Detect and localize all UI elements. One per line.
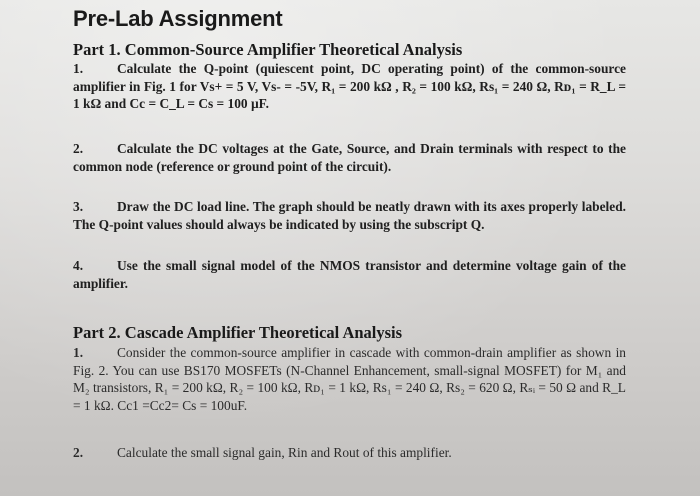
item-text: Consider the common-source amplifier in cascade with common-drain amplifier as shown in Fig. 2. You can use BS170 MOSFETs (N-Channel Enhancement, small-signal MOSFET) for M₁ and M₂ transistors, R₁ = 200 kΩ, R₂ = 100 kΩ, Rᴅ₁ = 1 kΩ, Rs₁ = 240 Ω, Rs₂ = 620 Ω, Rₛᵢ = 50 Ω and R_L = 1 kΩ. Cc1 =Cc2= Cs = 100uF. (73, 345, 626, 413)
part1-item-3 (73, 198, 626, 233)
item-number: 1. (73, 61, 84, 76)
part1-item-4 (73, 257, 626, 292)
part2-item-1 (73, 344, 626, 414)
part1-heading: Part 1. Common-Source Amplifier Theoretical Analysis (73, 40, 463, 59)
item-number: 2. (73, 445, 84, 460)
part2-item-2 (73, 444, 626, 462)
part2-heading: Part 2. Cascade Amplifier Theoretical Analysis (73, 323, 403, 342)
item-number: 4. (73, 258, 84, 273)
page-title: Pre-Lab Assignment (73, 6, 283, 31)
item-number: 3. (73, 199, 84, 214)
item-text: Calculate the Q-point (quiescent point, DC operating point) of the common-source amplifier in Fig. 1 for Vs+ = 5 V, Vs- = -5V, R₁ = 200 kΩ , R₂ = 100 kΩ, Rs₁ = 240 Ω, Rᴅ₁ = R_L = 1 kΩ and Cc = C_L = Cs = 100 µF. (73, 61, 626, 111)
item-text: Calculate the small signal gain, Rin and Rout of this amplifier. (117, 445, 452, 460)
part1-item-2 (73, 140, 626, 175)
item-text: Draw the DC load line. The graph should be neatly drawn with its axes properly labeled. The Q-point values should always be indicated by using the subscript Q. (73, 199, 626, 232)
item-text: Calculate the DC voltages at the Gate, Source, and Drain terminals with respect to the common node (reference or ground point of the circuit). (73, 141, 626, 174)
item-number: 1. (73, 345, 84, 360)
part1-item-1 (73, 60, 626, 113)
item-number: 2. (73, 141, 84, 156)
item-text: Use the small signal model of the NMOS transistor and determine voltage gain of the amplifier. (73, 258, 626, 291)
